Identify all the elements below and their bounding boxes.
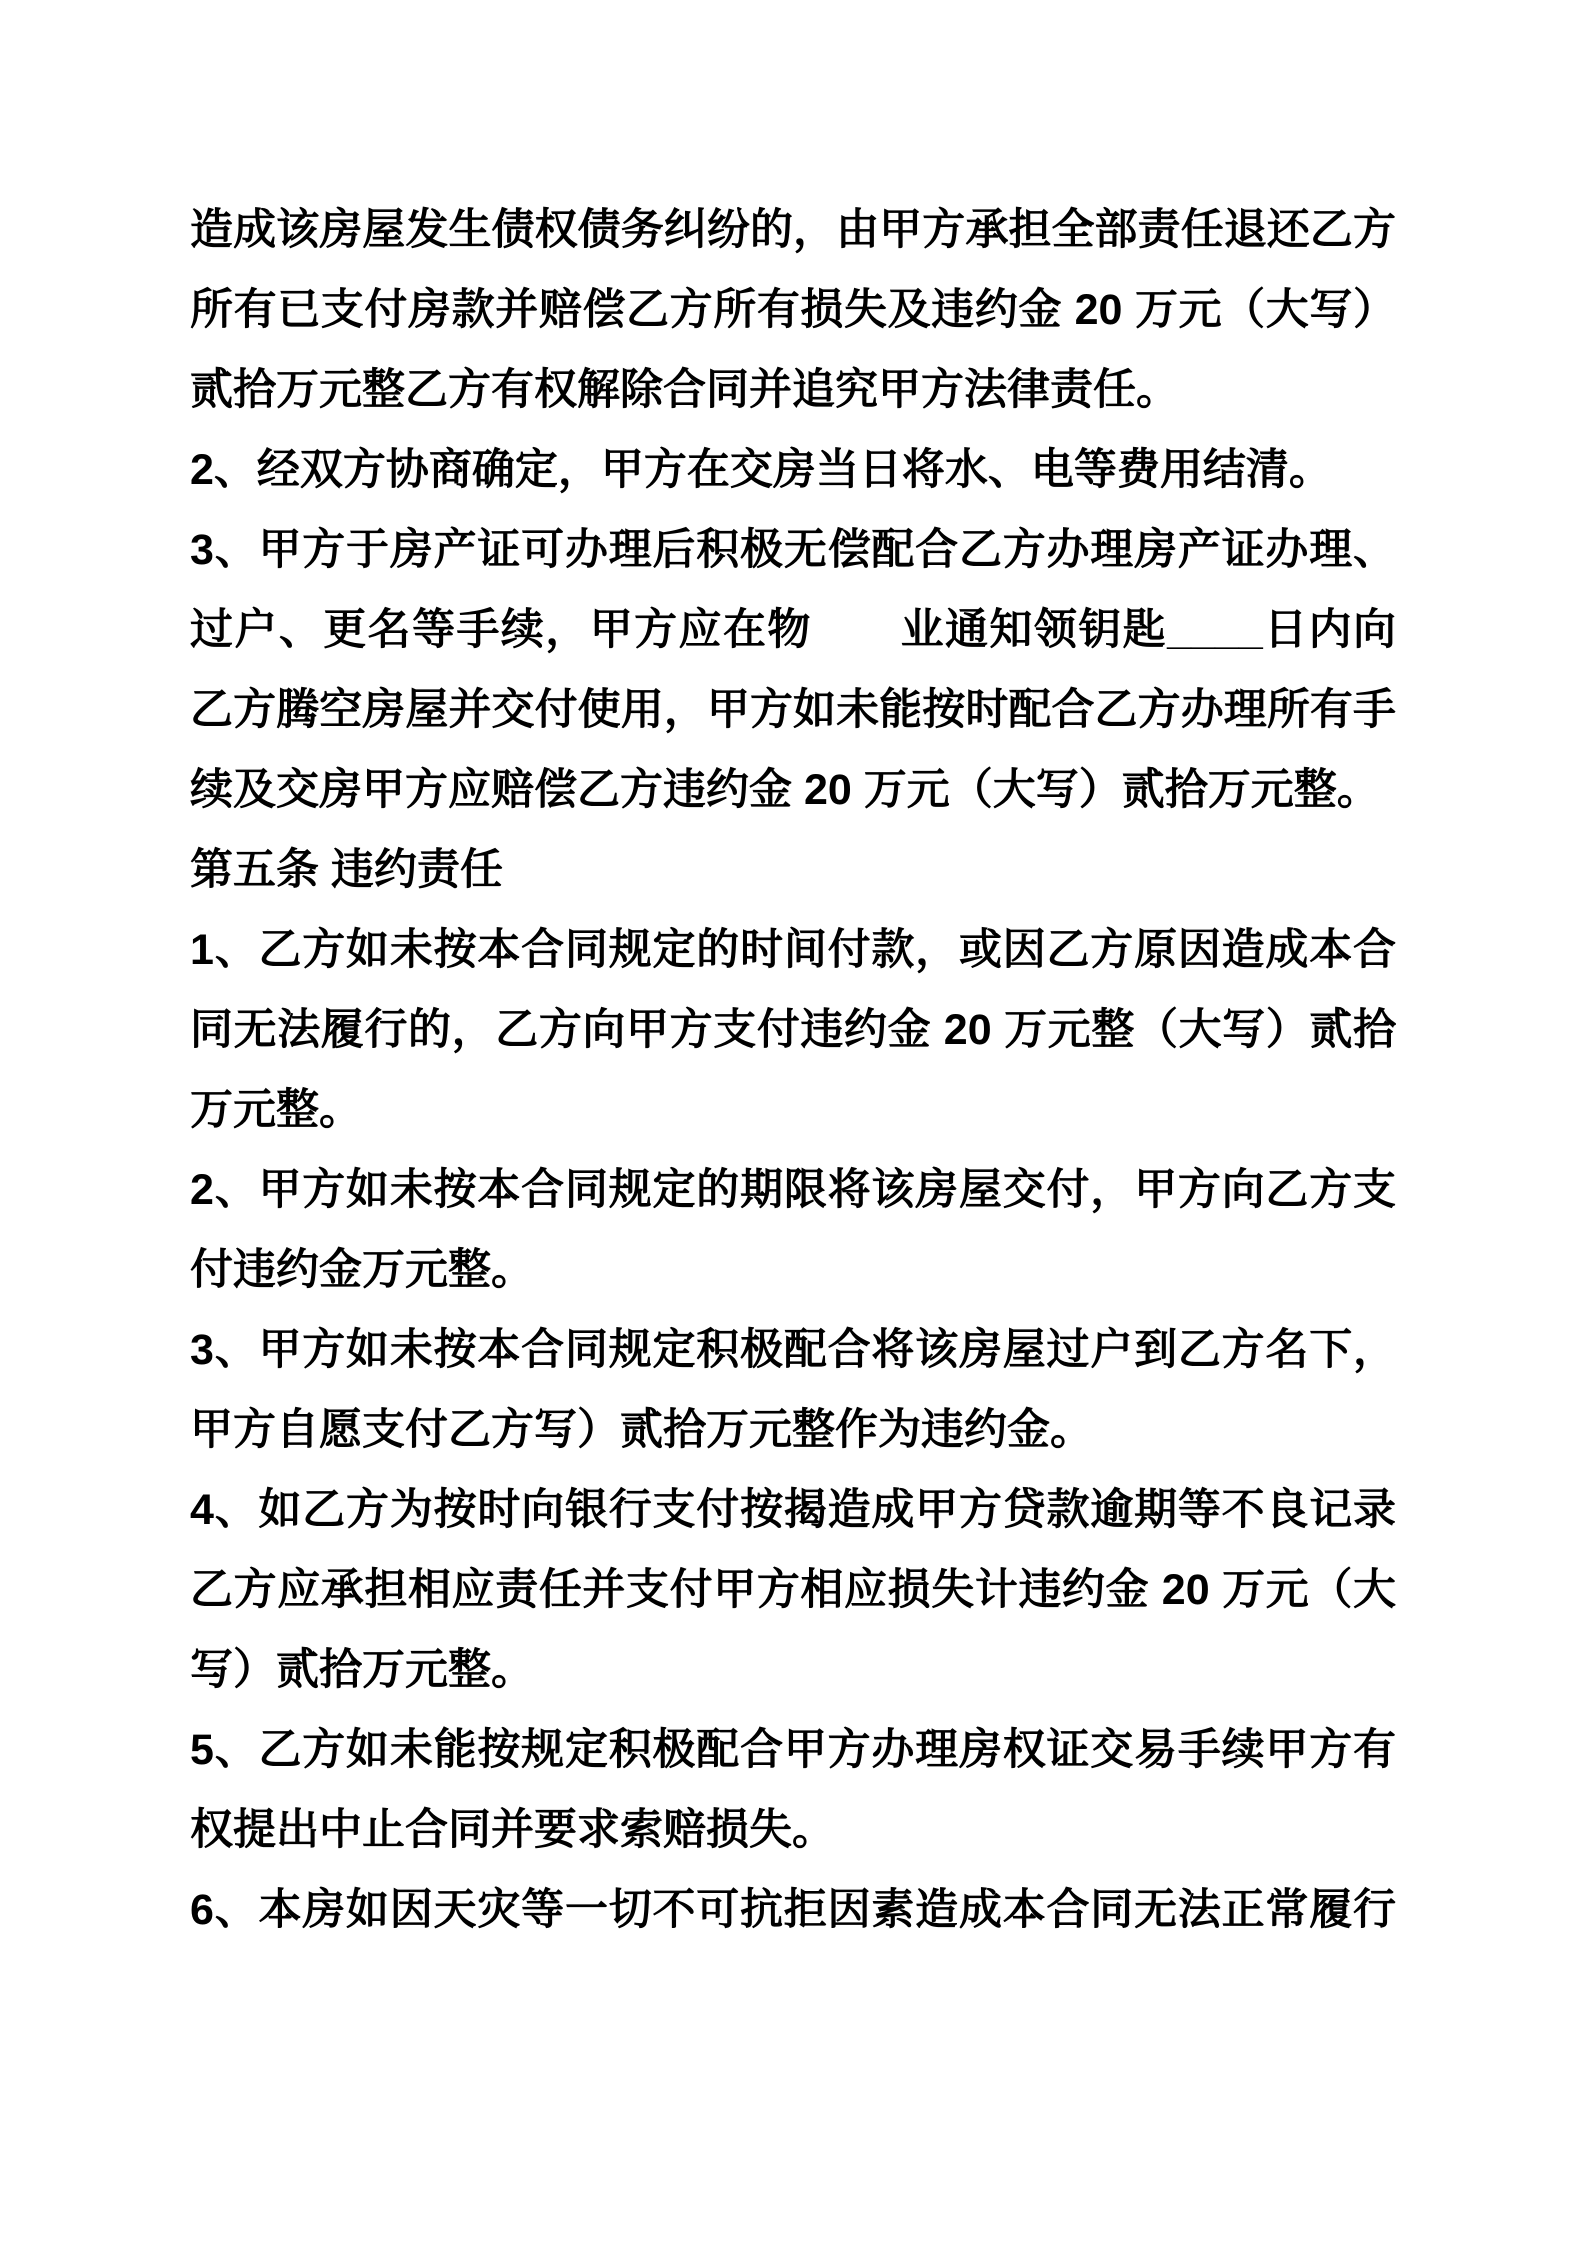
contract-line: 甲方自愿支付乙方写）贰拾万元整作为违约金。 [190,1406,1093,1454]
contract-line: 3、甲方于房产证可办理后积极无偿配合乙方办理房产证办理、 [190,526,1396,574]
contract-line: 5、乙方如未能按规定积极配合甲方办理房权证交易手续甲方有 [190,1726,1396,1774]
contract-line: 4、如乙方为按时向银行支付按揭造成甲方贷款逾期等不良记录 [190,1486,1396,1534]
section-heading: 第五条 违约责任 [190,846,503,894]
contract-line: 权提出中止合同并要求索赔损失。 [190,1806,835,1854]
contract-line: 1、乙方如未按本合同规定的时间付款，或因乙方原因造成本合 [190,926,1396,974]
contract-line: 3、甲方如未按本合同规定积极配合将该房屋过户到乙方名下， [190,1326,1396,1374]
contract-line: 写）贰拾万元整。 [190,1646,534,1694]
contract-line: 2、甲方如未按本合同规定的期限将该房屋交付，甲方向乙方支 [190,1166,1396,1214]
contract-line: 过户、更名等手续，甲方应在物 业通知领钥匙____日内向 [190,606,1396,654]
contract-line: 所有已支付房款并赔偿乙方所有损失及违约金 20 万元（大写） [190,286,1396,334]
contract-line: 乙方腾空房屋并交付使用，甲方如未能按时配合乙方办理所有手 [190,686,1396,734]
contract-line: 2、经双方协商确定，甲方在交房当日将水、电等费用结清。 [190,446,1332,494]
contract-line: 付违约金万元整。 [190,1246,534,1294]
contract-line: 万元整。 [190,1086,362,1134]
contract-line: 贰拾万元整乙方有权解除合同并追究甲方法律责任。 [190,366,1179,414]
contract-line: 同无法履行的，乙方向甲方支付违约金 20 万元整（大写）贰拾 [190,1006,1396,1054]
contract-line: 乙方应承担相应责任并支付甲方相应损失计违约金 20 万元（大 [190,1566,1396,1614]
contract-line: 6、本房如因天灾等一切不可抗拒因素造成本合同无法正常履行 [190,1886,1396,1934]
contract-line: 造成该房屋发生债权债务纠纷的，由甲方承担全部责任退还乙方 [190,206,1396,254]
contract-line: 续及交房甲方应赔偿乙方违约金 20 万元（大写）贰拾万元整。 [190,766,1380,814]
contract-text-block [190,190,1396,1950]
